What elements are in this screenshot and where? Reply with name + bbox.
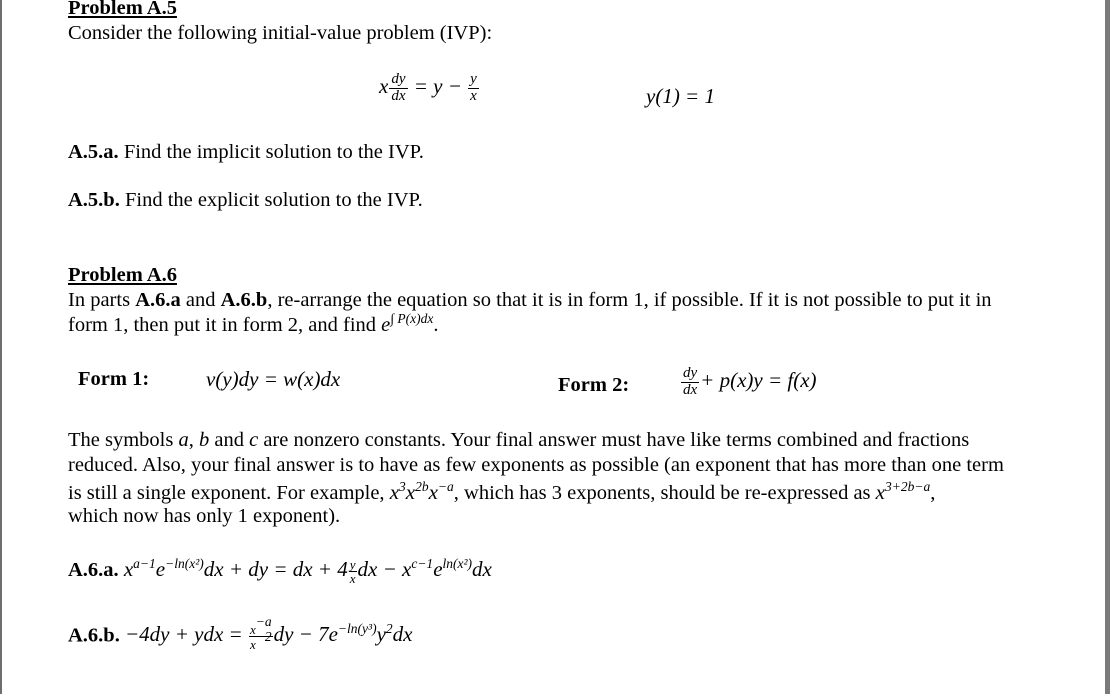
- problem-a5-part-b: A.5.b. Find the explicit solution to the IVP.: [68, 189, 423, 211]
- form2-label: Form 2:: [558, 374, 630, 396]
- form1-equation: v(y)dy = w(x)dx: [206, 367, 341, 391]
- symbols-paragraph-line2: reduced. Also, your final answer is to have as few exponents as possible (an exponent that has more than one term: [68, 454, 1004, 476]
- form2-equation: $\frac{dy}{dx}$ + p(x)y = f(x): [683, 365, 817, 398]
- eq-y-over-x-fraction: $\frac{y}{x}$: [470, 71, 477, 104]
- form2-dy-dx-fraction: $\frac{dy}{dx}$: [683, 365, 698, 398]
- problem-a5-heading: Problem A.5: [68, 0, 177, 19]
- problem-a5-initial-condition: y(1) = 1: [646, 84, 715, 108]
- part-b-equation: −4dy + ydx = $\frac{x^{-a}}{x^{-2}}$ dy − $7e^{-ln(y^3)}y^2dx$: [124, 614, 413, 652]
- form1-label: Form 1:: [78, 368, 150, 390]
- eq-dy-dx-fraction: $\frac{dy}{dx}$: [391, 71, 406, 104]
- symbols-paragraph-line1: The symbols a, b and c are nonzero constants. Your final answer must have like terms combined and fractions: [68, 429, 970, 451]
- symbols-paragraph-line4: which now has only 1 exponent).: [68, 505, 341, 527]
- problem-a6-intro-line2: form 1, then put it in form 2, and find $e^{\int P(x)dx}$.: [68, 311, 439, 336]
- eq-x: x: [379, 74, 389, 99]
- left-window-border: [0, 0, 2, 694]
- problem-a6-part-b: A.6.b. −4dy + ydx = $\frac{x^{-a}}{x^{-2}}$ dy − $7e^{-ln(y^3)}y^2dx$: [68, 614, 413, 652]
- problem-a6-part-a: A.6.a. $x^{a-1}e^{-ln(x^2)}dx$ + dy = dx + 4 $\frac{y}{x}$ dx − $x^{c-1}e^{ln(x^2)}dx$: [68, 556, 492, 586]
- problem-a6-heading: Problem A.6: [68, 264, 177, 286]
- part-a-equation: $x^{a-1}e^{-ln(x^2)}dx$ + dy = dx + 4 $\frac{y}{x}$ dx − $x^{c-1}e^{ln(x^2)}dx$: [123, 556, 492, 586]
- eq-rhs: = y −: [413, 74, 462, 99]
- right-window-border: [1105, 0, 1110, 694]
- problem-a5-intro: Consider the following initial-value problem (IVP):: [68, 22, 493, 44]
- problem-a6-intro-line1: In parts A.6.a and A.6.b, re-arrange the equation so that it is in form 1, if possible. If it is not possible to put it in: [68, 289, 992, 311]
- problem-a5-equation: [379, 72, 480, 105]
- problem-a5-part-a: A.5.a. Find the implicit solution to the IVP.: [68, 141, 424, 163]
- symbols-paragraph-line3: is still a single exponent. For example, $x^3x^{2b}x^{-a}$, which has 3 exponents, should be re-expressed as $x^{3+2b-a}$,: [68, 479, 936, 504]
